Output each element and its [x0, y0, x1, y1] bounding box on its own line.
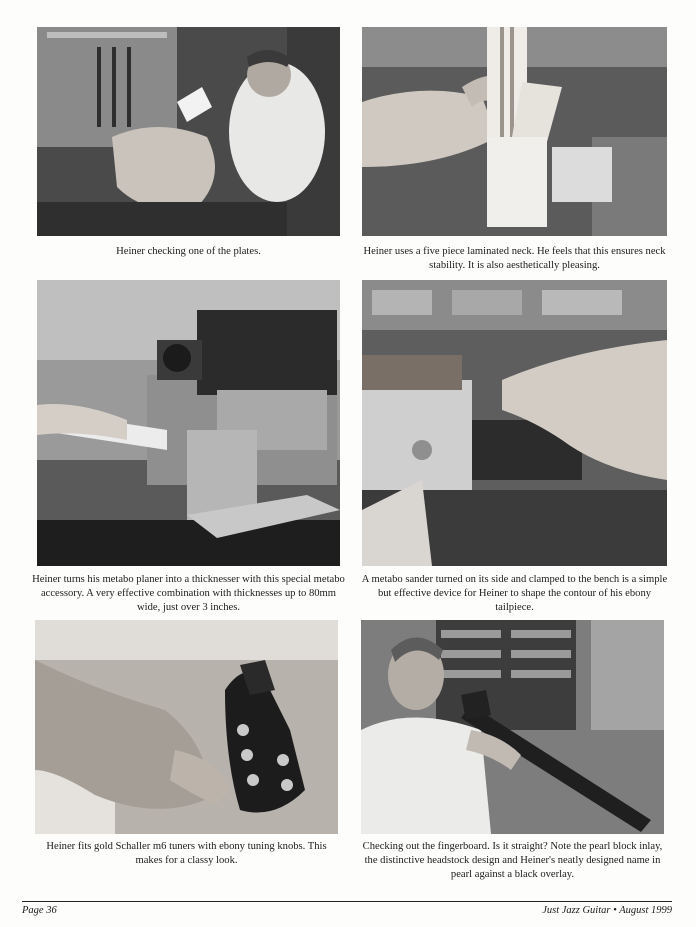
photo-planer-thicknesser — [37, 280, 340, 566]
photo-sander-tailpiece — [362, 280, 667, 566]
photo-laminated-neck — [362, 27, 667, 236]
photo-heiner-checking-plate — [37, 27, 340, 236]
photo-schaller-tuners — [35, 620, 338, 834]
photo-checking-fingerboard — [361, 620, 664, 834]
footer-rule — [22, 901, 672, 902]
caption-laminated-neck: Heiner uses a five piece laminated neck. He feels that this ensures neck stability. It is also aesthetically pleasing. — [363, 246, 666, 271]
page-number: Page 36 — [22, 905, 57, 916]
publication-name: Just Jazz Guitar • August 1999 — [542, 905, 672, 916]
caption-planer-thicknesser: Heiner turns his metabo planer into a thicknesser with this special metabo accessory. A very effective combination with thicknesses up to 80mm wide, just over 3 inches. — [32, 574, 345, 613]
caption-heiner-checking-plate: Heiner checking one of the plates. — [116, 246, 261, 257]
caption-sander-tailpiece: A metabo sander turned on its side and clamped to the bench is a simple but effective device for Heiner to shape the contour of his ebony tailpiece. — [361, 574, 668, 613]
caption-checking-fingerboard: Checking out the fingerboard. Is it straight? Note the pearl block inlay, the distinctive headstock design and Heiner's neatly designed name in pearl against a black overlay. — [362, 841, 663, 880]
caption-schaller-tuners: Heiner fits gold Schaller m6 tuners with ebony tuning knobs. This makes for a classy look. — [46, 841, 327, 866]
